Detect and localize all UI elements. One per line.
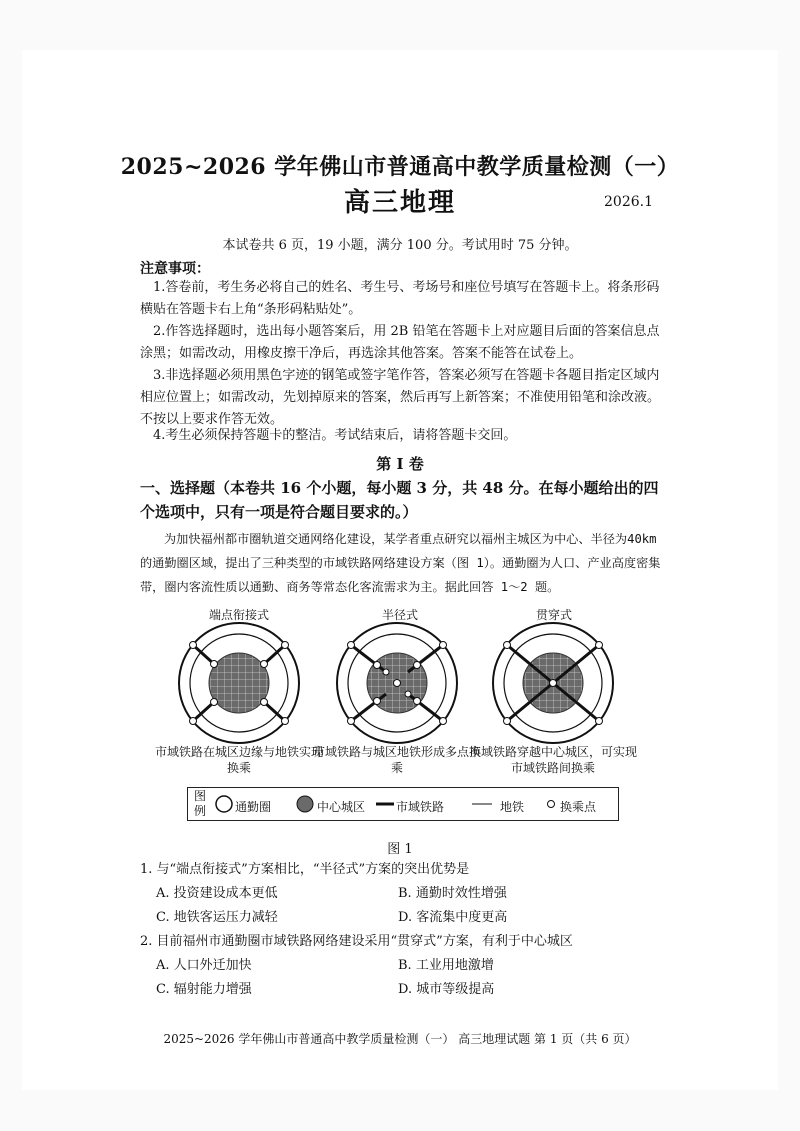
page-footer: 2025~2026 学年佛山市普通高中教学质量检测（一） 高三地理试题 第 1 页（共 6 页） [163,1032,637,1046]
question-2: 2. 目前福州市通勤圈市域铁路网络建设采用“贯穿式”方案，有利于中心城区 [140,934,573,949]
notes-heading: 注意事项： [140,261,210,277]
passage-text: 为加快福州都市圈轨道交通网络化建设，某学者重点研究以福州主城区为中心、半径为40km 的通勤圈区域，提出了三种类型的市域铁路网络建设方案（图 1）。通勤圈为人口、产业高度密集带，圈内客流性质以通勤、商务等常态化客流需求为主。据此回答 1～2 题。 [140,532,661,594]
note-1: 1.答卷前，考生务必将自己的姓名、考生号、考场号和座位号填写在答题卡上。将条形码横贴在答题卡右上角“条形码粘贴处”。 [140,280,660,317]
diagram-1-caption: 市域铁路在城区边缘与地铁实现换乘 [154,745,323,775]
legend-center-area: 中心城区 [317,800,366,814]
question-1-option-c: C. 地铁客运压力减轻 [156,910,278,925]
diagram-radius [337,623,457,743]
center-area-icon [297,796,313,812]
question-2-option-b: B. 工业用地激增 [398,958,494,973]
diagram-2-title: 半径式 [381,608,418,622]
exam-title: 2025~2026 学年佛山市普通高中教学质量检测（一） [120,154,680,180]
volume-heading: 第 I 卷 [376,455,424,473]
exam-date: 2026.1 [604,194,653,210]
legend-commute-circle: 通勤圈 [235,800,272,814]
legend-transfer-point: 换乘点 [560,800,597,814]
diagram-2-caption: 市域铁路与城区地铁形成多点换乘 [312,745,481,775]
question-1-option-b: B. 通勤时效性增强 [398,886,507,901]
question-1-option-a: A. 投资建设成本更低 [156,886,278,901]
legend-title: 图例 [194,789,207,818]
note-2: 2.作答选择题时，选出每小题答案后，用 2B 铅笔在答题卡上对应题目后面的答案信息点涂黑；如需改动，用橡皮擦干净后，再选涂其他答案。答案不能答在试卷上。 [140,324,660,361]
question-1: 1. 与“端点衔接式”方案相比，“半径式”方案的突出优势是 [140,862,470,877]
diagram-through [493,623,613,743]
subject-title: 高三地理 [343,188,456,218]
question-1-option-d: D. 客流集中度更高 [398,910,508,925]
diagram-endpoint [179,623,299,743]
question-2-option-d: D. 城市等级提高 [398,982,495,997]
exam-info: 本试卷共 6 页，19 小题，满分 100 分。考试用时 75 分钟。 [222,238,578,253]
note-4: 4.考生必须保持答题卡的整洁。考试结束后，请将答题卡交回。 [153,428,517,443]
legend-metro: 地铁 [500,800,525,814]
figure-legend [187,787,619,821]
note-3: 3.非选择题必须用黑色字迹的钢笔或签字笔作答，答案必须写在答题卡各题目指定区域内相应位置上；如需改动，先划掉原来的答案，然后再写上新答案；不准使用铅笔和涂改液。不按以上要求作答无效。 [140,368,661,427]
figure-caption: 图 1 [387,842,413,857]
question-2-option-c: C. 辐射能力增强 [156,982,252,997]
commute-circle-icon [216,796,232,812]
transfer-point-icon [548,801,555,808]
section-heading: 一、选择题（本卷共 16 个小题，每小题 3 分，共 48 分。在每小题给出的四个选项中，只有一项是符合题目要求的。） [140,479,659,521]
question-2-option-a: A. 人口外迁加快 [156,958,252,973]
diagram-1-title: 端点衔接式 [208,608,269,622]
diagram-3-title: 贯穿式 [535,608,572,622]
legend-city-rail: 市域铁路 [396,800,445,814]
diagram-3-caption: 市域铁路穿越中心城区，可实现市域铁路间换乘 [468,745,637,775]
